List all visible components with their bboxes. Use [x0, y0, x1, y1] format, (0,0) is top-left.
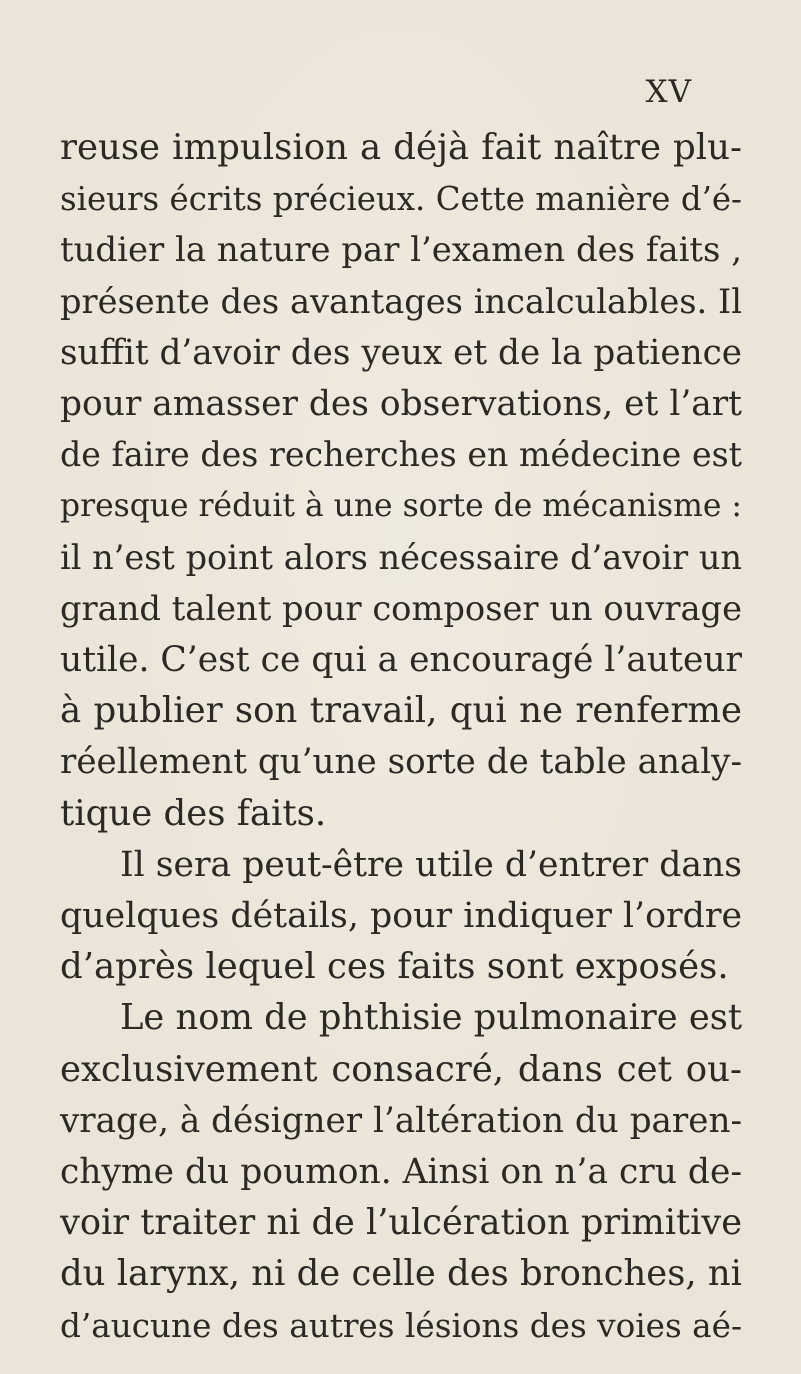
text-line-14: tique des faits.: [60, 792, 327, 834]
text-line-6: pour amasser des observations, et l’art: [60, 384, 742, 424]
text-line-21: chyme du poumon. Ainsi on n’a cru de-: [60, 1152, 742, 1192]
text-line-18: Le nom de phthisie pulmonaire est: [120, 997, 742, 1039]
text-line-16: quelques détails, pour indiquer l’ordre: [60, 896, 742, 936]
text-line-2: sieurs écrits précieux. Cette manière d’é-: [60, 180, 742, 219]
text-line-8: presque réduit à une sorte de mécanisme :: [60, 488, 742, 525]
text-line-15: Il sera peut-être utile d’entrer dans: [120, 844, 742, 885]
text-line-5: suffit d’avoir des yeux et de la patience: [60, 332, 742, 373]
text-line-24: d’aucune des autres lésions des voies aé-: [60, 1306, 742, 1345]
text-line-10: grand talent pour composer un ouvrage: [60, 588, 742, 628]
text-line-12: à publier son travail, qui ne renferme: [60, 690, 742, 732]
text-line-11: utile. C’est ce qui a encouragé l’auteur: [60, 640, 742, 680]
text-line-19: exclusivement consacré, dans cet ou-: [60, 1048, 742, 1090]
text-line-17: d’après lequel ces faits sont exposés.: [60, 946, 729, 988]
text-line-3: tudier la nature par l’examen des faits ,: [60, 230, 742, 270]
text-line-1: reuse impulsion a déjà fait naître plu-: [60, 127, 742, 168]
text-line-7: de faire des recherches en médecine est: [60, 435, 742, 475]
text-line-13: réellement qu’une sorte de table analy-: [60, 742, 742, 783]
text-line-22: voir traiter ni de l’ulcération primitive: [60, 1202, 742, 1244]
page-number: XV: [645, 74, 692, 110]
text-line-20: vrage, à désigner l’altération du paren-: [60, 1100, 742, 1141]
text-line-9: il n’est point alors nécessaire d’avoir un: [60, 537, 742, 577]
text-line-4: présente des avantages incalculables. Il: [60, 281, 742, 321]
text-line-23: du larynx, ni de celle des bronches, ni: [60, 1253, 742, 1295]
